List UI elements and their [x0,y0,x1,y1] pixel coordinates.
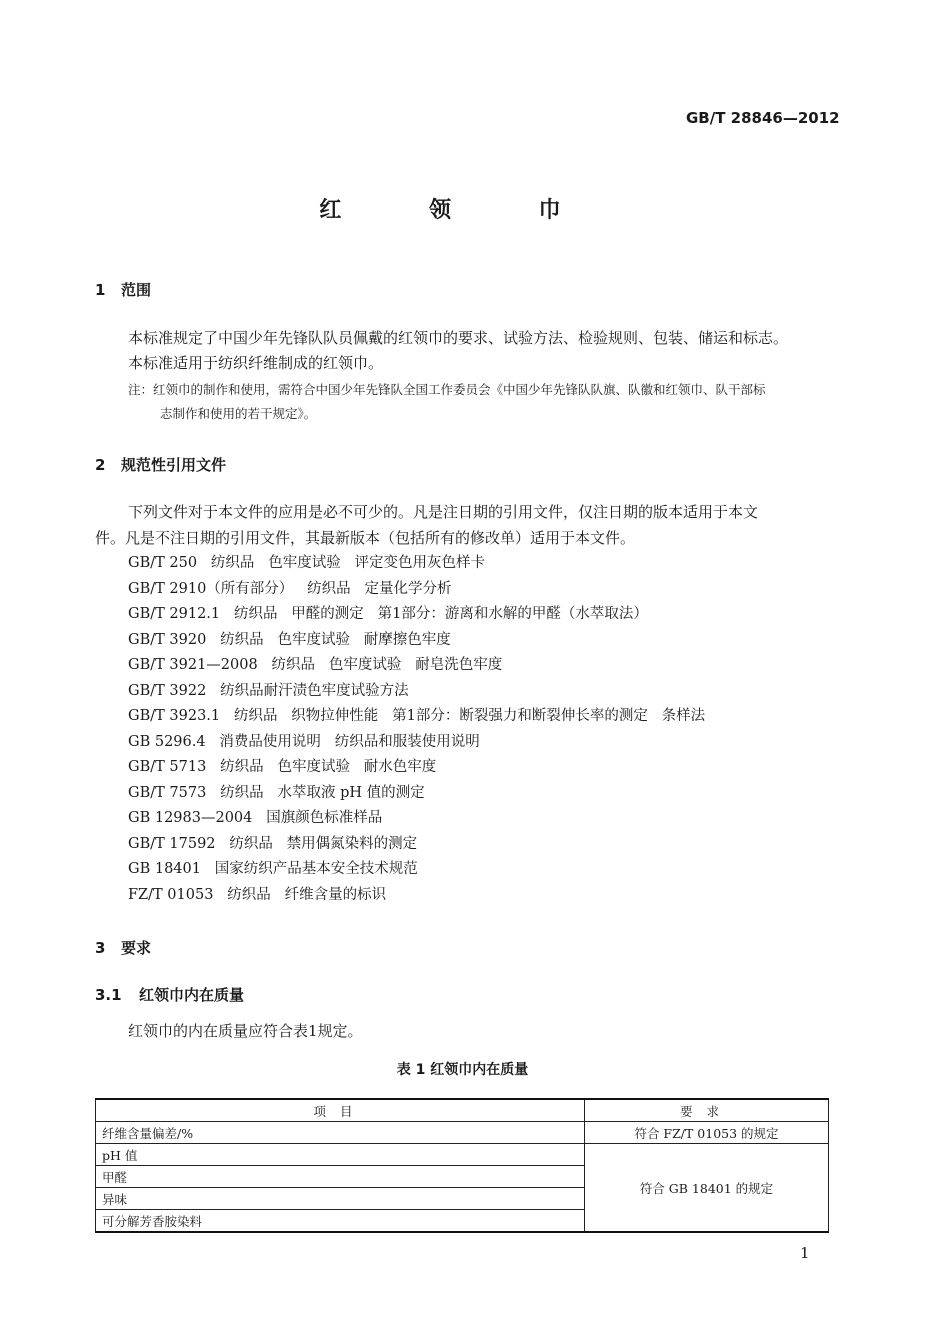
table-1-caption: 表 1 红领巾内在质量 [396,1062,529,1078]
page-number: 1 [800,1244,810,1262]
reference-item: GB 18401 国家纺织产品基本安全技术规范 [128,861,418,877]
section-3-number: 3 [95,939,106,957]
reference-item: GB/T 17592 纺织品 禁用偶氮染料的测定 [128,835,418,852]
section-2-intro-line-2: 件。凡是不注日期的引用文件，其最新版本（包括所有的修改单）适用于本文件。 [95,529,636,547]
section-1-number: 1 [95,281,106,299]
reference-item: GB/T 3921—2008 纺织品 色牢度试验 耐皂洗色牢度 [128,657,503,673]
quality-table [95,1098,829,1233]
section-3-1-para: 红领巾的内在质量应符合表1规定。 [128,1022,363,1040]
table-cell-requirement: 符合 FZ/T 01053 的规定 [585,1122,829,1144]
reference-list [128,551,705,908]
reference-item: GB 5296.4 消费品使用说明 纺织品和服装使用说明 [128,733,480,750]
table-row [96,1122,829,1144]
section-1-para-1: 本标准规定了中国少年先锋队队员佩戴的红领巾的要求、试验方法、检验规则、包装、储运和标志。 [128,329,789,347]
table-row [96,1144,829,1166]
reference-item: GB/T 250 纺织品 色牢度试验 评定变色用灰色样卡 [128,555,486,571]
table-cell-item: pH 值 [96,1144,585,1166]
reference-item: FZ/T 01053 纺织品 纤维含量的标识 [128,886,387,903]
section-2-title: 规范性引用文件 [121,456,227,474]
section-2-heading [95,454,226,475]
section-3-title: 要求 [121,939,152,957]
section-1-note-line-1: 注：红领巾的制作和使用，需符合中国少年先锋队全国工作委员会《中国少年先锋队队旗、队徽和红领巾、队干部标 [128,382,766,397]
table-cell-item: 可分解芳香胺染料 [96,1210,585,1233]
section-2-intro-line-1: 下列文件对于本文件的应用是必不可少的。凡是注日期的引用文件，仅注日期的版本适用于本文 [128,503,759,521]
reference-item: GB/T 7573 纺织品 水萃取液 pH 值的测定 [128,784,425,801]
table-cell-item: 纤维含量偏差/% [96,1122,585,1144]
column-header-requirement: 要求 [585,1099,829,1122]
reference-item: GB/T 2912.1 纺织品 甲醛的测定 第1部分：游离和水解的甲醛（水萃取法） [128,606,648,622]
table-header-row [96,1099,829,1122]
table-cell-merged-requirement: 符合 GB 18401 的规定 [585,1144,829,1233]
reference-item: GB/T 3923.1 纺织品 织物拉伸性能 第1部分：断裂强力和断裂伸长率的测定 条样法 [128,708,706,724]
section-1-title: 范围 [121,281,152,299]
section-3-1-number: 3.1 [95,986,122,1004]
reference-item: GB/T 5713 纺织品 色牢度试验 耐水色牢度 [128,759,437,775]
section-1-heading [95,279,151,300]
reference-item: GB/T 3922 纺织品耐汗渍色牢度试验方法 [128,682,409,699]
reference-item: GB/T 3920 纺织品 色牢度试验 耐摩擦色牢度 [128,631,451,648]
reference-item: GB/T 2910（所有部分） 纺织品 定量化学分析 [128,580,452,597]
section-1-para-2: 本标准适用于纺织纤维制成的红领巾。 [128,354,384,372]
section-1-note-line-2: 志制作和使用的若干规定》。 [160,406,317,421]
table-cell-item: 甲醛 [96,1166,585,1188]
reference-item: GB 12983—2004 国旗颜色标准样品 [128,810,383,826]
section-2-number: 2 [95,456,106,474]
standard-code: GB/T 28846—2012 [686,109,840,127]
section-3-1-heading [95,984,244,1005]
column-header-item: 项目 [96,1099,585,1122]
section-3-1-title: 红领巾内在质量 [139,986,245,1004]
document-title: 红 领 巾 [319,198,601,223]
table-cell-item: 异味 [96,1188,585,1210]
section-3-heading [95,937,151,958]
